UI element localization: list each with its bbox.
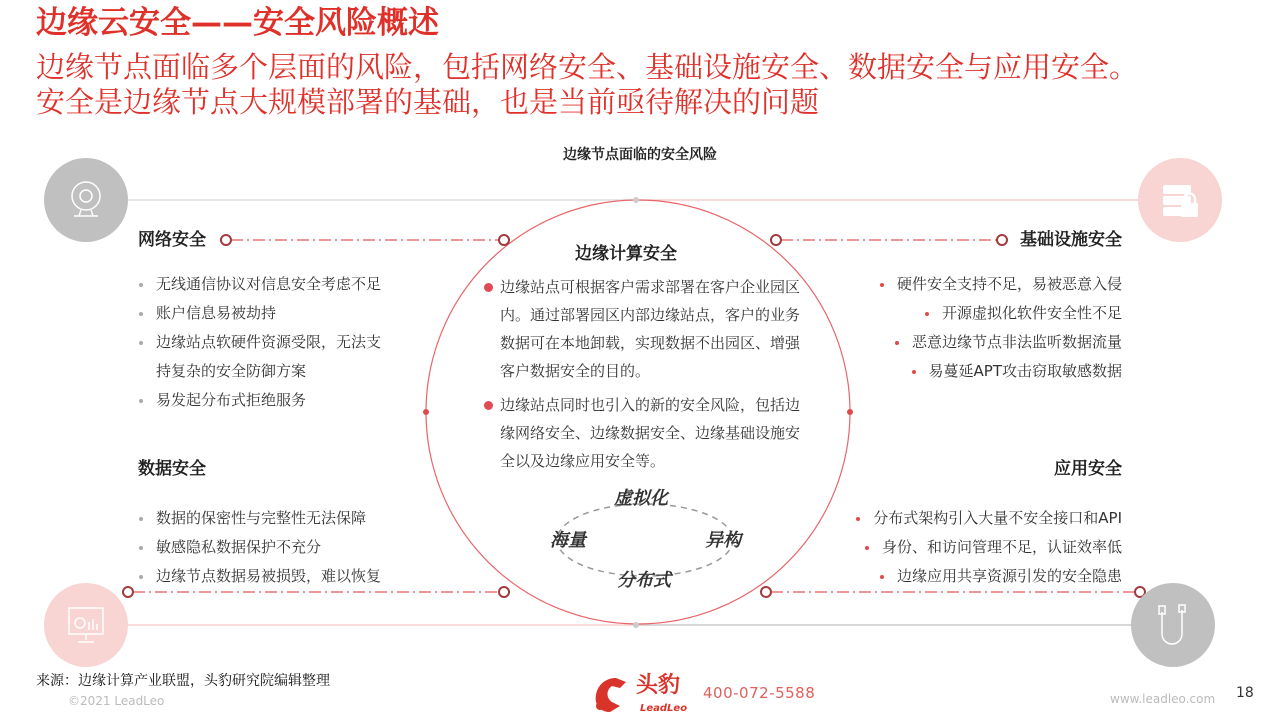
list-item: 边缘站点软硬件资源受限，无法支 [139,328,381,357]
keyword-heterogeneous: 异构 [705,530,741,551]
leopard-logo-icon [590,672,632,714]
brand-name-cn: 头豹 [636,673,681,698]
edge-computing-security-heading: 边缘计算安全 [575,244,677,264]
edge-computing-security-list [484,273,806,481]
keyword-virtualization: 虚拟化 [614,488,668,509]
list-item: 易蔓延APT攻击窃取敏感数据 [880,357,1122,386]
keyword-distributed: 分布式 [617,570,671,591]
subtitle-line-1: 边缘节点面临多个层面的风险，包括网络安全、基础设施安全、数据安全与应用安全。 [36,50,1139,84]
network-security-heading: 网络安全 [138,230,206,250]
website-link[interactable]: www.leadleo.com [1110,692,1216,706]
webcam-icon [44,158,128,242]
list-item: 边缘应用共享资源引发的安全隐患 [856,562,1122,591]
diagram-title: 边缘节点面临的安全风险 [563,147,717,163]
page-title: 边缘云安全——安全风险概述 [36,5,439,41]
list-item: 边缘站点可根据客户需求部署在客户企业园区内。通过部署园区内部边缘站点，客户的业务数据可在本地卸载，实现数据不出园区、增强客户数据安全的目的。 [484,273,806,385]
keyword-massive: 海量 [550,530,586,551]
list-item: 身份、和访问管理不足，认证效率低 [856,533,1122,562]
list-item: 恶意边缘节点非法监听数据流量 [880,328,1122,357]
infrastructure-security-heading: 基础设施安全 [1020,230,1122,250]
list-item: 易发起分布式拒绝服务 [139,386,381,415]
application-security-list [856,504,1122,591]
page-number: 18 [1236,685,1254,701]
application-security-heading: 应用安全 [1054,459,1122,479]
list-item: 账户信息易被劫持 [139,299,381,328]
data-security-list [139,504,381,591]
phone-number: 400-072-5588 [703,684,816,702]
copyright: ©2021 LeadLeo [68,694,165,708]
list-item: 敏感隐私数据保护不充分 [139,533,381,562]
list-item: 边缘节点数据易被损毁，难以恢复 [139,562,381,591]
brand-name-en: LeadLeo [640,703,688,714]
list-item: 开源虚拟化软件安全性不足 [880,299,1122,328]
list-item: 无线通信协议对信息安全考虑不足 [139,270,381,299]
network-security-list [139,270,381,415]
data-security-heading: 数据安全 [138,459,206,479]
list-item: 硬件安全支持不足，易被恶意入侵 [880,270,1122,299]
subtitle-line-2: 安全是边缘节点大规模部署的基础，也是当前亟待解决的问题 [36,85,820,119]
list-item-continued: 持复杂的安全防御方案 [156,362,307,380]
monitor-chart-icon [44,583,128,667]
cable-icon [1131,583,1215,667]
list-item: 数据的保密性与完整性无法保障 [139,504,381,533]
infrastructure-security-list [880,270,1122,386]
source-note: 来源：边缘计算产业联盟，头豹研究院编辑整理 [36,673,330,689]
list-item: 分布式架构引入大量不安全接口和API [856,504,1122,533]
list-item: 边缘站点同时也引入的新的安全风险，包括边缘网络安全、边缘数据安全、边缘基础设施安全以及边缘应用安全等。 [484,391,806,475]
server-lock-icon [1138,158,1222,242]
